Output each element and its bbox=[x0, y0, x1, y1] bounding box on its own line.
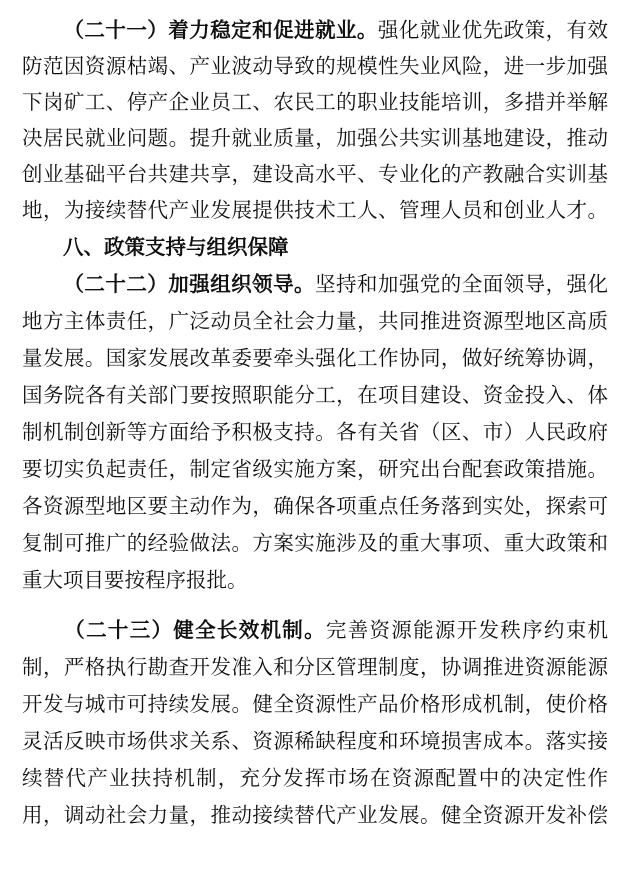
paragraph-23-line-2: 制，严格执行勘查开发准入和分区管理制度，协调推进资源能源 bbox=[22, 655, 608, 679]
paragraph-22-line-2: 地方主体责任，广泛动员全社会力量，共同推进资源型地区高质 bbox=[22, 309, 608, 333]
paragraph-21-line-1 bbox=[22, 12, 608, 48]
paragraph-21-line-5: 创业基础平台共建共享，建设高水平、专业化的产教融合实训基 bbox=[22, 162, 608, 186]
paragraph-23-text: 完善资源能源开发秩序约束机 bbox=[325, 618, 609, 642]
paragraph-22-line-9: 重大项目要按程序报批。 bbox=[22, 568, 248, 592]
paragraph-21-line-6: 地，为接续替代产业发展提供技术工人、管理人员和创业人才。 bbox=[22, 198, 608, 222]
chapter-heading-text: 八、政策支持与组织保障 bbox=[63, 235, 289, 259]
paragraph-23-line-1 bbox=[22, 612, 608, 648]
paragraph-23-line-5: 续替代产业扶持机制，充分发挥市场在资源配置中的决定性作 bbox=[22, 766, 608, 790]
paragraph-21-text: 强化就业优先政策，有效 bbox=[377, 18, 609, 42]
chapter-heading bbox=[22, 229, 608, 265]
paragraph-21-line-2: 防范因资源枯竭、产业波动导致的规模性失业风险，进一步加强 bbox=[22, 54, 608, 78]
paragraph-22-line-3: 量发展。国家发展改革委要牵头强化工作协同，做好统筹协调， bbox=[22, 346, 608, 370]
paragraph-22-line-1 bbox=[22, 266, 608, 302]
paragraph-23-line-4: 灵活反映市场供求关系、资源稀缺程度和环境损害成本。落实接 bbox=[22, 729, 608, 753]
paragraph-22-text: 坚持和加强党的全面领导，强化 bbox=[315, 272, 608, 296]
paragraph-21-line-4: 决居民就业问题。提升就业质量，加强公共实训基地建设，推动 bbox=[22, 126, 608, 150]
paragraph-22-lead: （二十二）加强组织领导。 bbox=[63, 272, 315, 296]
paragraph-21-lead: （二十一）着力稳定和促进就业。 bbox=[63, 18, 378, 42]
paragraph-21-line-3: 下岗矿工、停产企业员工、农民工的职业技能培训，多措并举解 bbox=[22, 90, 608, 114]
paragraph-23-lead: （二十三）健全长效机制。 bbox=[63, 618, 326, 642]
paragraph-23-line-3: 开发与城市可持续发展。健全资源性产品价格形成机制，使价格 bbox=[22, 692, 608, 716]
paragraph-22-line-4: 国务院各有关部门要按照职能分工，在项目建设、资金投入、体 bbox=[22, 383, 608, 407]
paragraph-22-line-7: 各资源型地区要主动作为，确保各项重点任务落到实处，探索可 bbox=[22, 494, 608, 518]
paragraph-22-line-8: 复制可推广的经验做法。方案实施涉及的重大事项、重大政策和 bbox=[22, 531, 608, 555]
paragraph-23-line-6: 用，调动社会力量，推动接续替代产业发展。健全资源开发补偿 bbox=[22, 803, 608, 827]
paragraph-22-line-6: 要切实负起责任，制定省级实施方案，研究出台配套政策措施。 bbox=[22, 457, 608, 481]
paragraph-22-line-5: 制机制创新等方面给予积极支持。各有关省（区、市）人民政府 bbox=[22, 420, 608, 444]
